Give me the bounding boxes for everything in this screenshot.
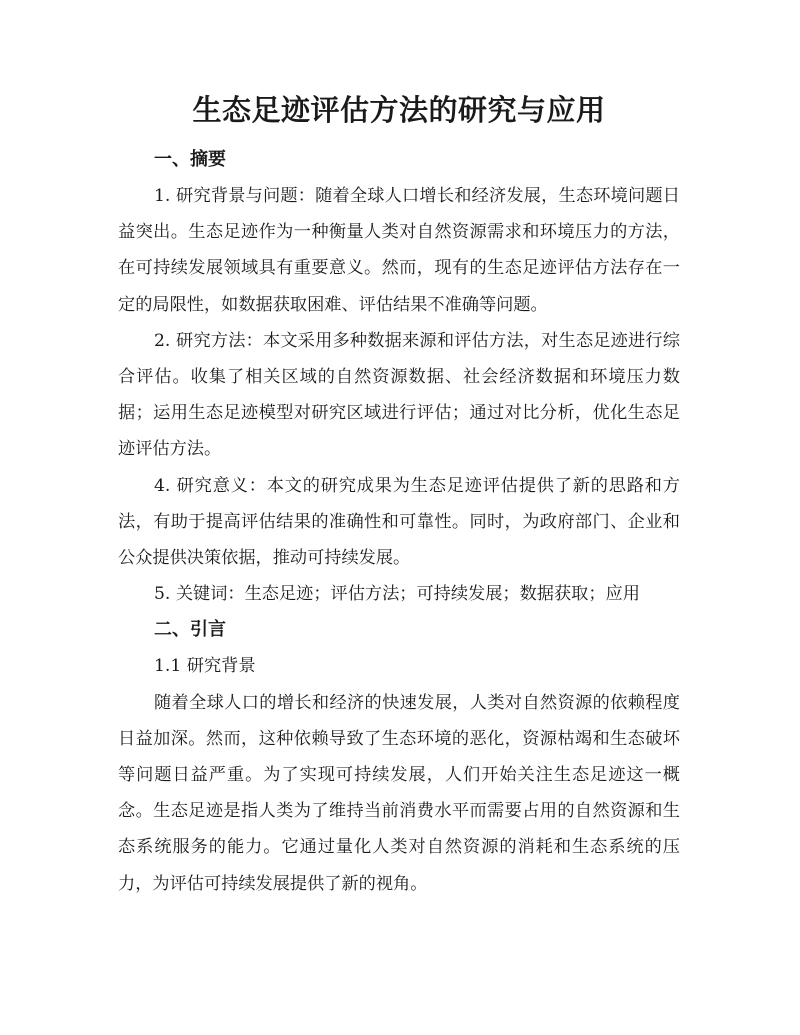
intro-paragraph: 随着全球人口的增长和经济的快速发展，人类对自然资源的依赖程度日益加深。然而，这种依赖导致了生态环境的恶化，资源枯竭和生态破坏等问题日益严重。为了实现可持续发展，人们开始关注生态足迹这一概念。生态足迹是指人类为了维持当前消费水平而需要占用的自然资源和生态系统服务的能力。它通过量化人类对自然资源的消耗和生态系统的压力，为评估可持续发展提供了新的视角。 <box>118 692 680 894</box>
abstract-heading: 一、摘要 <box>154 149 226 170</box>
abstract-item-background: 1. 研究背景与问题：随着全球人口增长和经济发展，生态环境问题日益突出。生态足迹作为一种衡量人类对自然资源需求和环境压力的方法，在可持续发展领域具有重要意义。然而，现有的生态足迹评估方法存在一定的局限性，如数据获取困难、评估结果不准确等问题。 <box>118 186 680 315</box>
abstract-item-keywords: 5. 关键词：生态足迹；评估方法；可持续发展；数据获取；应用 <box>154 584 640 605</box>
document-page <box>118 88 680 902</box>
intro-sub-heading: 1.1 研究背景 <box>154 656 256 677</box>
intro-heading: 二、引言 <box>154 619 226 641</box>
abstract-item-method: 2. 研究方法：本文采用多种数据来源和评估方法，对生态足迹进行综合评估。收集了相关区域的自然资源数据、社会经济数据和环境压力数据；运用生态足迹模型对研究区域进行评估；通过对比分析，优化生态足迹评估方法。 <box>118 330 680 460</box>
abstract-item-significance: 4. 研究意义：本文的研究成果为生态足迹评估提供了新的思路和方法，有助于提高评估结果的准确性和可靠性。同时，为政府部门、企业和公众提供决策依据，推动可持续发展。 <box>118 475 680 569</box>
document-title: 生态足迹评估方法的研究与应用 <box>192 93 606 127</box>
